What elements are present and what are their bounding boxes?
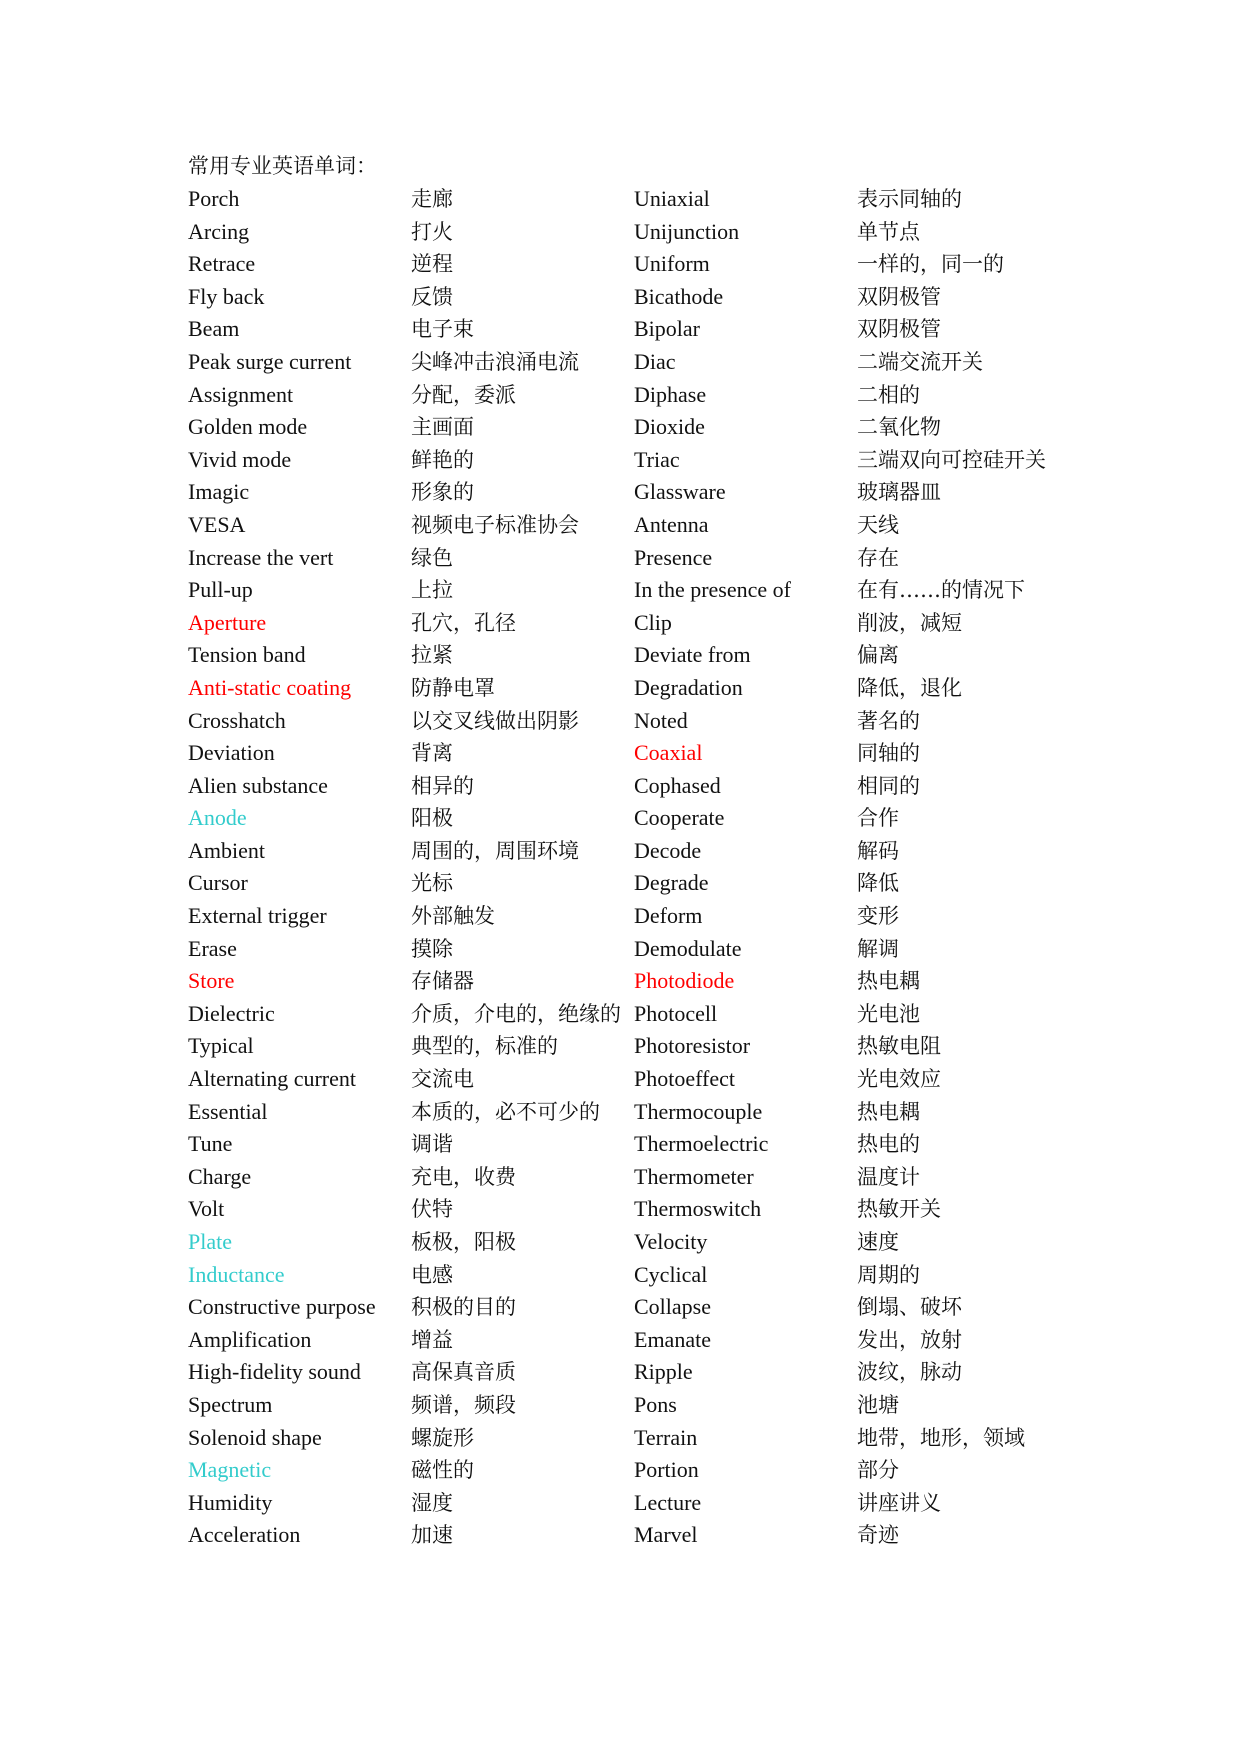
table-row [188,900,1097,933]
chinese-translation: 速度 [857,1230,899,1254]
english-term: Velocity [634,1229,708,1254]
chinese-translation: 磁性的 [411,1458,474,1483]
table-row [188,1096,1097,1129]
chinese-translation: 削波，减短 [857,610,962,635]
chinese-translation: 二氧化物 [857,415,941,440]
english-term: Diphase [634,381,707,407]
english-term: Tune [188,1131,233,1157]
english-term: Dielectric [188,1000,275,1026]
english-term: Increase the vert [188,544,334,570]
chinese-translation: 存在 [857,545,899,570]
chinese-translation: 外部触发 [411,904,495,929]
table-row [188,933,1097,966]
chinese-translation: 表示同轴的 [857,187,962,211]
english-term: Ambient [188,837,265,863]
chinese-translation: 充电，收费 [411,1164,516,1189]
english-term: Plate [188,1229,232,1254]
table-row [188,1519,1097,1552]
english-term: Glassware [634,479,726,505]
chinese-translation: 介质，介电的，绝缘的 [411,1001,621,1026]
english-term: Thermoswitch [634,1196,762,1222]
table-row [188,542,1097,575]
chinese-translation: 交流电 [411,1067,474,1092]
english-term: Thermoelectric [634,1131,769,1157]
english-term: Deviate from [634,642,751,668]
chinese-translation: 存储器 [411,969,474,994]
english-term: Retrace [188,251,256,277]
chinese-translation: 分配，委派 [411,382,516,407]
chinese-translation: 频谱，频段 [411,1392,516,1417]
chinese-translation: 地带，地形，领域 [857,1425,1025,1450]
chinese-translation: 单节点 [857,219,920,244]
table-row [188,1356,1097,1389]
chinese-translation: 上拉 [411,578,453,603]
chinese-translation: 打火 [411,219,453,244]
chinese-translation: 偏离 [857,643,899,668]
english-term: Beam [188,316,240,342]
english-term: Essential [188,1098,268,1124]
table-row [188,1487,1097,1520]
table-row [188,476,1097,509]
english-term: Photocell [634,1000,718,1026]
chinese-translation: 反馈 [411,284,453,309]
chinese-translation: 本质的，必不可少的 [411,1099,600,1124]
english-term: Degrade [634,870,709,896]
english-term: Bicathode [634,283,724,309]
chinese-translation: 光电效应 [857,1067,941,1092]
table-row [188,444,1097,477]
chinese-translation: 加速 [411,1523,453,1548]
english-term: Fly back [188,283,265,309]
english-term: Alternating current [188,1066,356,1092]
english-term: Erase [188,935,237,961]
chinese-translation: 同轴的 [857,741,920,766]
chinese-translation: 调谐 [411,1132,453,1157]
chinese-translation: 变形 [857,904,899,929]
english-term: Humidity [188,1489,273,1515]
table-row [188,607,1097,640]
table-row [188,346,1097,379]
english-term: Amplification [188,1326,312,1352]
english-term: Volt [188,1196,225,1222]
table-row [188,1454,1097,1487]
chinese-translation: 增益 [411,1327,453,1352]
english-term: Coaxial [634,740,703,766]
table-row [188,1193,1097,1226]
english-term: VESA [188,511,246,537]
table-row [188,1259,1097,1292]
chinese-translation: 解码 [857,838,899,863]
table-row [188,411,1097,444]
chinese-translation: 形象的 [411,480,474,505]
chinese-translation: 二端交流开关 [857,349,983,374]
table-row [188,835,1097,868]
chinese-translation: 高保真音质 [411,1360,516,1385]
chinese-translation: 著名的 [857,708,920,733]
english-term: Triac [634,446,680,472]
english-term: Assignment [188,381,294,407]
table-row [188,965,1097,998]
table-row [188,998,1097,1031]
table-row [188,1291,1097,1324]
english-term: Golden mode [188,414,308,440]
english-term: Clip [634,609,672,635]
english-term: Anti-static coating [188,674,352,700]
chinese-translation: 倒塌、破坏 [857,1295,962,1320]
english-term: Peak surge current [188,348,352,374]
english-term: Ripple [634,1359,693,1385]
english-term: Deform [634,903,703,929]
english-term: Aperture [188,609,267,635]
chinese-translation: 鲜艳的 [411,447,474,472]
chinese-translation: 螺旋形 [411,1425,474,1450]
english-term: Unijunction [634,218,740,244]
table-row [188,802,1097,835]
chinese-translation: 三端双向可控硅开关 [857,447,1046,472]
english-term: Degradation [634,674,743,700]
chinese-translation: 逆程 [411,252,453,277]
english-term: Lecture [634,1489,702,1515]
english-term: Marvel [634,1522,698,1548]
english-term: Deviation [188,740,275,766]
english-term: High-fidelity sound [188,1359,361,1385]
chinese-translation: 热敏电阻 [857,1034,941,1059]
english-term: Imagic [188,479,250,505]
page-title: 常用专业英语单词： [188,154,377,178]
english-term: Pons [634,1391,677,1417]
chinese-translation: 温度计 [857,1164,920,1189]
english-term: Presence [634,544,713,570]
chinese-translation: 湿度 [411,1490,453,1515]
chinese-translation: 尖峰冲击浪涌电流 [411,349,579,374]
chinese-translation: 热敏开关 [857,1197,941,1222]
chinese-translation: 部分 [857,1458,899,1483]
english-term: Photodiode [634,968,735,994]
chinese-translation: 典型的，标准的 [411,1034,558,1059]
english-term: Decode [634,837,702,863]
chinese-translation: 相同的 [857,773,920,798]
english-term: Terrain [634,1424,698,1450]
english-term: Uniform [634,251,710,277]
table-row [188,1389,1097,1422]
english-term: Cooperate [634,805,725,831]
english-term: Solenoid shape [188,1424,322,1450]
chinese-translation: 发出，放射 [857,1327,962,1352]
english-term: Spectrum [188,1391,273,1417]
chinese-translation: 合作 [857,806,899,831]
english-term: Constructive purpose [188,1294,376,1320]
english-term: Photoeffect [634,1066,736,1092]
chinese-translation: 天线 [857,512,899,537]
english-term: Collapse [634,1294,711,1320]
table-row [188,1226,1097,1259]
vocabulary-table-body [188,183,1097,1552]
chinese-translation: 积极的目的 [411,1295,516,1320]
english-term: Anode [188,805,247,831]
chinese-translation: 防静电罩 [411,675,495,700]
english-term: Typical [188,1033,254,1059]
chinese-translation: 电子束 [411,317,474,342]
chinese-translation: 板极，阳极 [411,1230,516,1254]
chinese-translation: 绿色 [411,545,453,570]
english-term: In the presence of [634,577,791,603]
english-term: Acceleration [188,1522,301,1548]
table-row [188,1063,1097,1096]
english-term: Vivid mode [188,446,292,472]
chinese-translation: 降低，退化 [857,675,962,700]
chinese-translation: 在有……的情况下 [857,578,1025,603]
english-term: Thermocouple [634,1098,763,1124]
english-term: Demodulate [634,935,742,961]
english-term: Dioxide [634,414,705,440]
table-row [188,737,1097,770]
chinese-translation: 光标 [411,871,453,896]
table-row [188,867,1097,900]
chinese-translation: 以交叉线做出阴影 [411,708,579,733]
chinese-translation: 光电池 [857,1001,920,1026]
chinese-translation: 玻璃器皿 [857,480,941,505]
table-row [188,313,1097,346]
chinese-translation: 降低 [857,871,899,896]
english-term: Store [188,968,235,994]
table-row [188,509,1097,542]
english-term: Noted [634,707,688,733]
chinese-translation: 摸除 [411,936,453,961]
table-row [188,705,1097,738]
english-term: Diac [634,348,676,374]
chinese-translation: 电感 [411,1262,453,1287]
chinese-translation: 拉紧 [411,643,453,668]
table-row [188,183,1097,216]
english-term: Antenna [634,511,709,537]
english-term: Tension band [188,642,306,668]
chinese-translation: 池塘 [857,1392,899,1417]
english-term: Cursor [188,870,248,896]
chinese-translation: 孔穴，孔径 [411,610,516,635]
table-row [188,281,1097,314]
table-row [188,216,1097,249]
table-row [188,1422,1097,1455]
english-term: External trigger [188,903,327,929]
english-term: Photoresistor [634,1033,751,1059]
english-term: Cyclical [634,1261,708,1287]
chinese-translation: 波纹，脉动 [857,1360,962,1385]
table-row [188,770,1097,803]
chinese-translation: 讲座讲义 [857,1490,941,1515]
table-row [188,672,1097,705]
chinese-translation: 周期的 [857,1262,920,1287]
english-term: Portion [634,1457,699,1483]
chinese-translation: 视频电子标准协会 [411,512,579,537]
english-term: Arcing [188,218,250,244]
chinese-translation: 热电耦 [857,1099,920,1124]
chinese-translation: 背离 [411,741,453,766]
english-term: Crosshatch [188,707,286,733]
chinese-translation: 走廊 [411,187,453,211]
english-term: Emanate [634,1326,711,1352]
chinese-translation: 奇迹 [857,1523,899,1548]
english-term: Magnetic [188,1457,272,1483]
english-term: Inductance [188,1261,285,1287]
english-term: Alien substance [188,772,328,798]
chinese-translation: 热电耦 [857,969,920,994]
english-term: Porch [188,186,240,211]
vocabulary-table [188,183,1097,1552]
chinese-translation: 热电的 [857,1132,920,1157]
english-term: Uniaxial [634,186,710,211]
table-row [188,1128,1097,1161]
table-row [188,1161,1097,1194]
english-term: Bipolar [634,316,700,342]
chinese-translation: 双阴极管 [857,317,941,342]
chinese-translation: 双阴极管 [857,284,941,309]
english-term: Thermometer [634,1163,754,1189]
english-term: Pull-up [188,577,253,603]
chinese-translation: 主画面 [411,415,474,440]
table-row [188,574,1097,607]
chinese-translation: 一样的，同一的 [857,252,1004,277]
table-row [188,639,1097,672]
chinese-translation: 周围的，周围环境 [411,838,579,863]
chinese-translation: 阳极 [411,806,453,831]
english-term: Charge [188,1163,252,1189]
chinese-translation: 相异的 [411,773,474,798]
english-term: Cophased [634,772,721,798]
table-row [188,1030,1097,1063]
chinese-translation: 伏特 [411,1197,453,1222]
chinese-translation: 解调 [857,936,899,961]
chinese-translation: 二相的 [857,382,920,407]
table-row [188,379,1097,412]
table-row [188,1324,1097,1357]
table-row [188,248,1097,281]
